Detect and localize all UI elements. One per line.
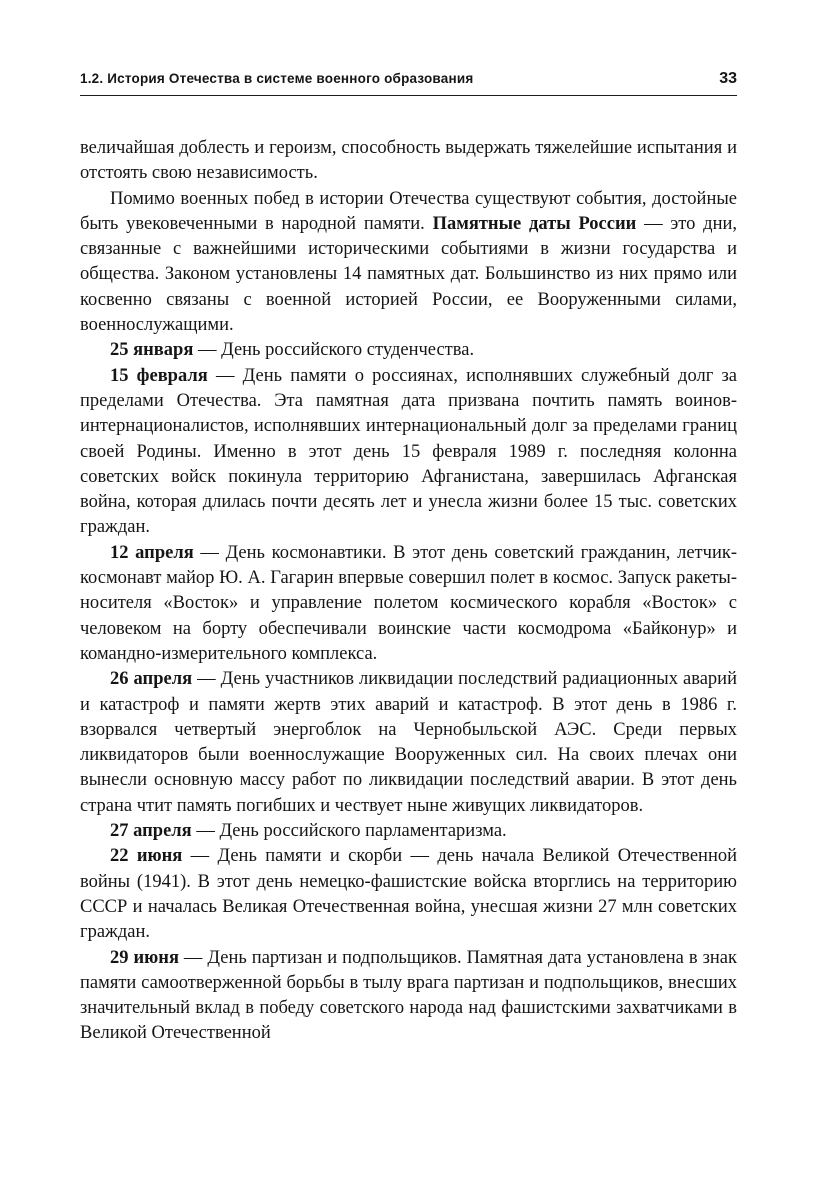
bold-run: 25 января [110, 340, 194, 361]
text-run: — День участников ликвидации последствий радиационных аварий и катастроф и памяти жертв этих аварий и катастроф. В этот день в 1986 г. взорвался четвертый энергоблок на Чернобыльской АЭС. Среди первых ликвидаторов были военнослужащие Вооруженных сил. На своих плечах они вынесли основную массу работ по ликвидации последствий аварии. В этот день страна чтит память погибших и чествует ныне живущих ликвидаторов. [80, 669, 737, 816]
paragraph [80, 136, 737, 187]
text-run: Помимо военных побед в истории Отечества существуют события, достойные быть увековеченными в народной памяти. [80, 188, 737, 234]
paragraph [80, 364, 737, 541]
paragraph [80, 819, 737, 844]
header-rule [80, 95, 737, 96]
text-run: — День памяти о россиянах, исполнявших служебный долг за пределами Отечества. Эта памятная дата призвана почтить память воинов-интернационалистов, исполнявших интернациональный долг за пределами границ своей Родины. Именно в этот день 15 февраля 1989 г. последняя колонна советских войск покинула территорию Афганистана, завершилась Афганская война, которая длилась почти десять лет и унесла жизни более 15 тыс. советских граждан. [80, 365, 737, 538]
bold-run: 22 июня [110, 846, 183, 867]
bold-run: 26 апреля [110, 669, 193, 690]
text-run: — это дни, связанные с важнейшими историческими событиями в жизни государства и общества. Законом установлены 14 памятных дат. Большинство из них прямо или косвенно связаны с военной историей России, ее Вооруженными силами, военнослужащими. [80, 213, 737, 336]
paragraph [80, 946, 737, 1047]
paragraph [80, 541, 737, 667]
paragraph [80, 667, 737, 819]
bold-run: 27 апреля [110, 821, 192, 842]
paragraph [80, 338, 737, 363]
text-run: — День партизан и подпольщиков. Памятная дата установлена в знак памяти самоотверженной борьбы в тылу врага партизан и подпольщиков, внесших значительный вклад в победу советского народа над фашистскими захватчиками в Великой Отечественной [80, 947, 737, 1044]
page-header [80, 70, 737, 88]
bold-run: Памятные даты России [432, 213, 637, 234]
paragraph [80, 187, 737, 339]
text-run: величайшая доблесть и героизм, способность выдержать тяжелейшие испытания и отстоять свою независимость. [80, 138, 737, 184]
running-head: 1.2. История Отечества в системе военного образования [80, 71, 474, 86]
text-run: — День памяти и скорби — день начала Великой Отечественной войны (1941). В этот день немецко-фашистские войска вторглись на территорию СССР и началась Великая Отечественная война, унесшая жизни 27 млн советских граждан. [80, 846, 737, 943]
page-body [80, 136, 737, 1047]
bold-run: 15 февраля [110, 365, 208, 386]
bold-run: 29 июня [110, 947, 179, 968]
text-run: — День российского студенчества. [193, 340, 475, 361]
paragraph [80, 844, 737, 945]
text-run: — День российского парламентаризма. [191, 821, 507, 842]
text-run: — День космонавтики. В этот день советский гражданин, летчик-космонавт майор Ю. А. Гагарин впервые совершил полет в космос. Запуск ракеты-носителя «Восток» и управление полетом космического корабля «Восток» с человеком на борту обеспечивали воинские части космодрома «Байконур» и командно-измерительного комплекса. [80, 542, 737, 664]
page-number: 33 [719, 70, 737, 87]
bold-run: 12 апреля [110, 542, 194, 563]
